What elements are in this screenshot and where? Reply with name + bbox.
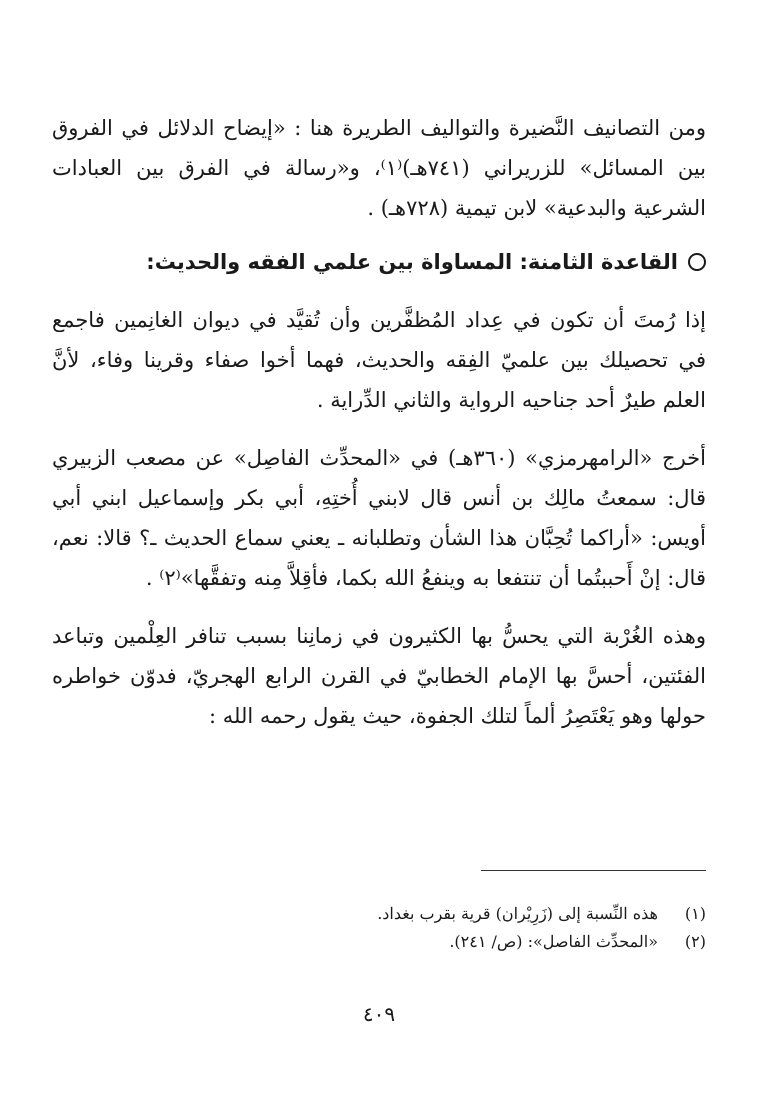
paragraph-3: أخرج «الرامهرمزي» (٣٦٠هـ) في «المحدِّث الفاصِل» عن مصعب الزبيري قال: سمعتُ مالِك بن أنس قال لابني أُختِهِ، أبي بكر وإسماعيل ابني أبي أويس: «أراكما تُحِبَّان هذا الشأن وتطلبانه ـ يعني سماع الحديث ـ؟ قالا: نعم، قال: إنْ أَحببتُما أن تنتفعا به وينفعُ الله بكما، فأقِلاَّ مِنه وتفقَّها»⁽٢⁾ . [52,446,706,590]
footnote-1 [52,900,706,928]
paragraph-4: وهذه الغُرْبة التي يحسُّ بها الكثيرون في زمانِنا بسبب تنافر العِلْمين وتباعد الفئتين، أحسَّ بها الإمام الخطابيّ في القرن الرابع الهجريّ، فدوّن خواطره حولها وهو يَعْتَصِرُ ألماً لتلك الجفوة، حيث يقول رحمه الله : [52,624,706,728]
footnotes [52,900,706,956]
footnote-text: «المحدِّث الفاصل»: (ص/ ٢٤١). [449,932,658,951]
page-number: ٤٠٩ [362,1002,396,1026]
footnote-number: (١) [684,904,706,923]
section-heading-text: القاعدة الثامنة: المساواة بين علمي الفقه والحديث: [146,250,678,274]
footnote-number: (٢) [684,932,706,951]
paragraph-1: ومن التصانيف النَّضيرة والتواليف الطريرة هنا : «إيضاح الدلائل في الفروق بين المسائل» للزريراني (٧٤١هـ)⁽١⁾، و«رسالة في الفرق بين العبادات الشرعية والبدعية» لابن تيمية (٧٢٨هـ) . [52,116,706,220]
footnote-divider [481,870,706,871]
circle-icon [688,253,706,271]
paragraph-2: إذا رُمتَ أن تكون في عِداد المُظفَّرين وأن تُقيَّد في ديوان الغانِمين فاجمع في تحصيلك بين علميّ الفِقه والحديث، فهما أخوا صفاء وقرينا وفاء، لأنَّ العلم طيرٌ أحد جناحيه الرواية والثاني الدِّراية . [52,308,706,412]
footnote-text: هذه النِّسبة إلى (زَرِيْران) قرية بقرب بغداد. [377,904,658,923]
section-heading [52,242,706,282]
main-text [52,108,706,736]
footnote-2 [52,928,706,956]
